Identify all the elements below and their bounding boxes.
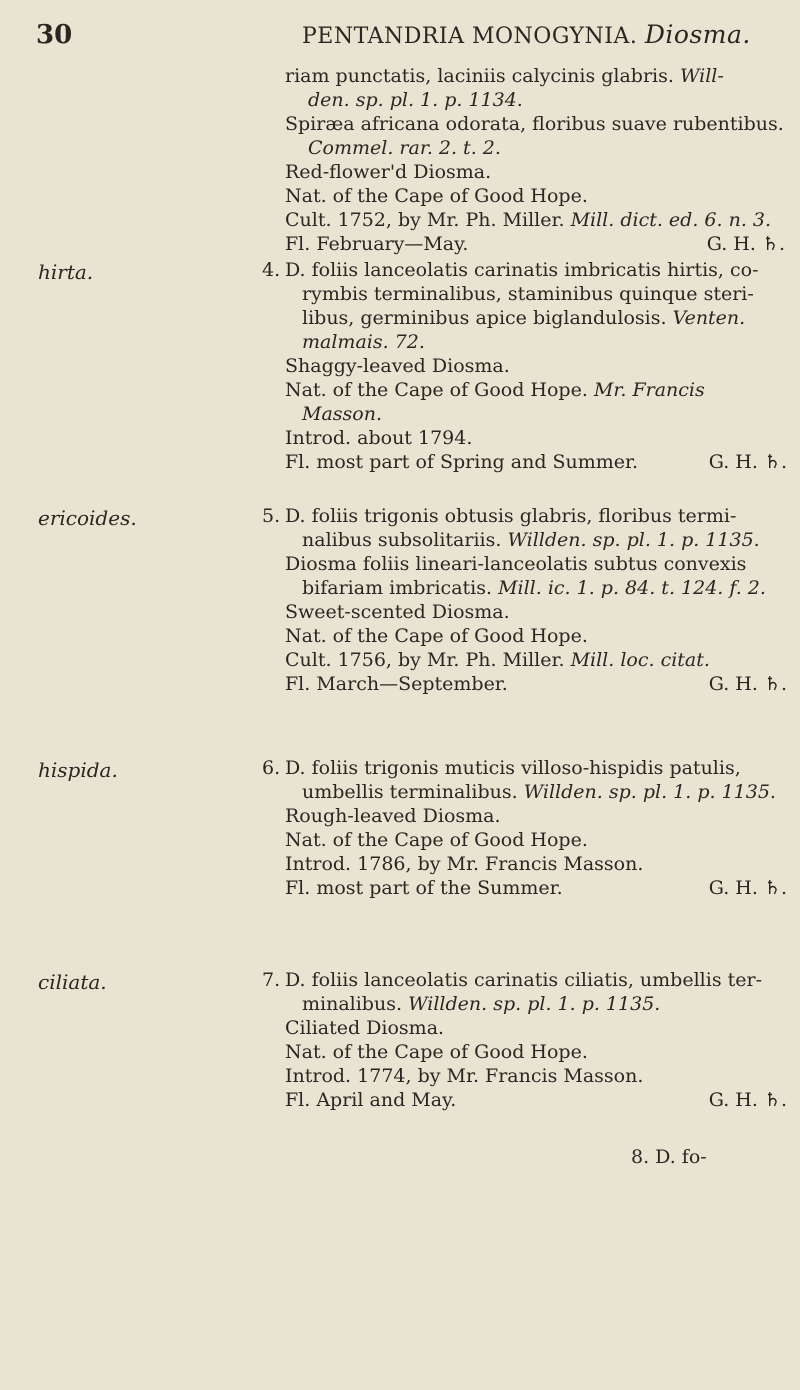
diagnosis-line bbox=[262, 258, 787, 282]
cultivation-line bbox=[262, 648, 787, 672]
text: nalibus subsolitariis. bbox=[302, 529, 502, 551]
flowering-line bbox=[262, 876, 787, 900]
text: D. foliis lanceolatis carinatis ciliatis, umbellis ter- bbox=[285, 969, 762, 991]
reference: Willden. sp. pl. 1. p. 1135. bbox=[523, 781, 776, 803]
species-number: 6. bbox=[262, 757, 281, 779]
species-entry bbox=[262, 504, 787, 696]
text: D. foliis lanceolatis carinatis imbricatis hirtis, co- bbox=[285, 259, 759, 281]
reference: malmais. 72. bbox=[302, 331, 425, 353]
diagnosis-line bbox=[262, 504, 787, 528]
reference: Masson. bbox=[302, 403, 382, 425]
running-title-genus: Diosma. bbox=[644, 20, 751, 49]
text-line bbox=[285, 64, 785, 88]
flowering-line bbox=[285, 232, 785, 256]
common-name: Red-flower'd Diosma. bbox=[285, 161, 492, 183]
native-line bbox=[262, 378, 787, 402]
text: Fl. most part of Spring and Summer. bbox=[285, 451, 639, 473]
species-number: 5. bbox=[262, 505, 281, 527]
reference: Mill. ic. 1. p. 84. t. 124. f. 2. bbox=[498, 577, 766, 599]
cultivation-line bbox=[285, 208, 785, 232]
text: D. foliis trigonis obtusis glabris, floribus termi- bbox=[285, 505, 737, 527]
habitat-mark: G. H. ♄. bbox=[708, 673, 787, 695]
habitat-mark: G. H. ♄. bbox=[708, 451, 787, 473]
habitat-mark: G. H. ♄. bbox=[708, 1089, 787, 1111]
reference: Commel. rar. 2. t. 2. bbox=[308, 137, 501, 159]
text: Fl. most part of the Summer. bbox=[285, 877, 563, 899]
diagnosis-line bbox=[262, 330, 787, 354]
native-line: Nat. of the Cape of Good Hope. bbox=[285, 1041, 588, 1063]
running-title-text: PENTANDRIA MONOGYNIA. bbox=[302, 24, 638, 49]
flowering-line bbox=[262, 672, 787, 696]
continued-entry bbox=[285, 64, 785, 256]
flowering-line bbox=[262, 1088, 787, 1112]
native-line: Nat. of the Cape of Good Hope. bbox=[285, 829, 588, 851]
common-name: Ciliated Diosma. bbox=[285, 1017, 445, 1039]
diagnosis-line bbox=[262, 780, 787, 804]
margin-species-name: hirta. bbox=[38, 260, 94, 284]
common-name: Sweet-scented Diosma. bbox=[285, 601, 510, 623]
reference: Mr. Francis bbox=[593, 379, 705, 401]
running-title bbox=[302, 20, 751, 49]
species-number: 7. bbox=[262, 969, 281, 991]
common-name: Rough-leaved Diosma. bbox=[285, 805, 501, 827]
text: libus, germinibus apice biglandulosis. bbox=[302, 307, 667, 329]
text: Cult. 1752, by Mr. Ph. Miller. bbox=[285, 209, 565, 231]
cultivation-line: Introd. about 1794. bbox=[285, 427, 473, 449]
diagnosis-line bbox=[262, 992, 787, 1016]
reference: Mill. loc. citat. bbox=[570, 649, 710, 671]
species-entry bbox=[262, 258, 787, 474]
native-line: Nat. of the Cape of Good Hope. bbox=[285, 625, 588, 647]
diagnosis-line bbox=[262, 756, 787, 780]
text: Cult. 1756, by Mr. Ph. Miller. bbox=[285, 649, 565, 671]
text-line: Spiræa africana odorata, floribus suave rubentibus. bbox=[285, 113, 784, 135]
margin-species-name: ericoides. bbox=[38, 506, 137, 530]
reference: Will- bbox=[679, 65, 724, 87]
reference: Willden. sp. pl. 1. p. 1135. bbox=[507, 529, 760, 551]
flowering-line bbox=[262, 450, 787, 474]
margin-species-name: ciliata. bbox=[38, 970, 107, 994]
reference: Willden. sp. pl. 1. p. 1135. bbox=[408, 993, 661, 1015]
species-number: 4. bbox=[262, 259, 281, 281]
common-name: Shaggy-leaved Diosma. bbox=[285, 355, 510, 377]
margin-species-name: hispida. bbox=[38, 758, 118, 782]
diagnosis-line bbox=[262, 968, 787, 992]
page-number: 30 bbox=[36, 20, 73, 50]
diagnosis-line bbox=[262, 306, 787, 330]
reference: den. sp. pl. 1. p. 1134. bbox=[308, 89, 523, 111]
habitat-mark: G. H. ♄. bbox=[708, 877, 787, 899]
text: D. foliis trigonis muticis villoso-hispidis patulis, bbox=[285, 757, 741, 779]
cultivation-line: Introd. 1786, by Mr. Francis Masson. bbox=[285, 853, 644, 875]
synonym-line: Diosma foliis lineari-lanceolatis subtus convexis bbox=[285, 553, 747, 575]
text-line bbox=[285, 136, 785, 160]
reference: Mill. dict. ed. 6. n. 3. bbox=[570, 209, 772, 231]
text: Nat. of the Cape of Good Hope. bbox=[285, 379, 588, 401]
diagnosis-line: rymbis terminalibus, staminibus quinque steri- bbox=[302, 283, 754, 305]
text: Fl. April and May. bbox=[285, 1089, 457, 1111]
reference: Venten. bbox=[672, 307, 746, 329]
native-line: Nat. of the Cape of Good Hope. bbox=[285, 185, 588, 207]
text: riam punctatis, laciniis calycinis glabris. bbox=[285, 65, 674, 87]
page-header bbox=[0, 14, 800, 54]
species-entry bbox=[262, 968, 787, 1112]
text: Fl. February—May. bbox=[285, 233, 469, 255]
cultivation-line: Introd. 1774, by Mr. Francis Masson. bbox=[285, 1065, 644, 1087]
diagnosis-line bbox=[262, 528, 787, 552]
habitat-mark: G. H. ♄. bbox=[706, 233, 785, 255]
text: umbellis terminalibus. bbox=[302, 781, 518, 803]
text: minalibus. bbox=[302, 993, 403, 1015]
synonym-line bbox=[262, 576, 787, 600]
text-line bbox=[285, 88, 785, 112]
catchword: 8. D. fo- bbox=[631, 1146, 707, 1168]
species-entry bbox=[262, 756, 787, 900]
text: bifariam imbricatis. bbox=[302, 577, 493, 599]
text: Fl. March—September. bbox=[285, 673, 508, 695]
native-line bbox=[262, 402, 787, 426]
